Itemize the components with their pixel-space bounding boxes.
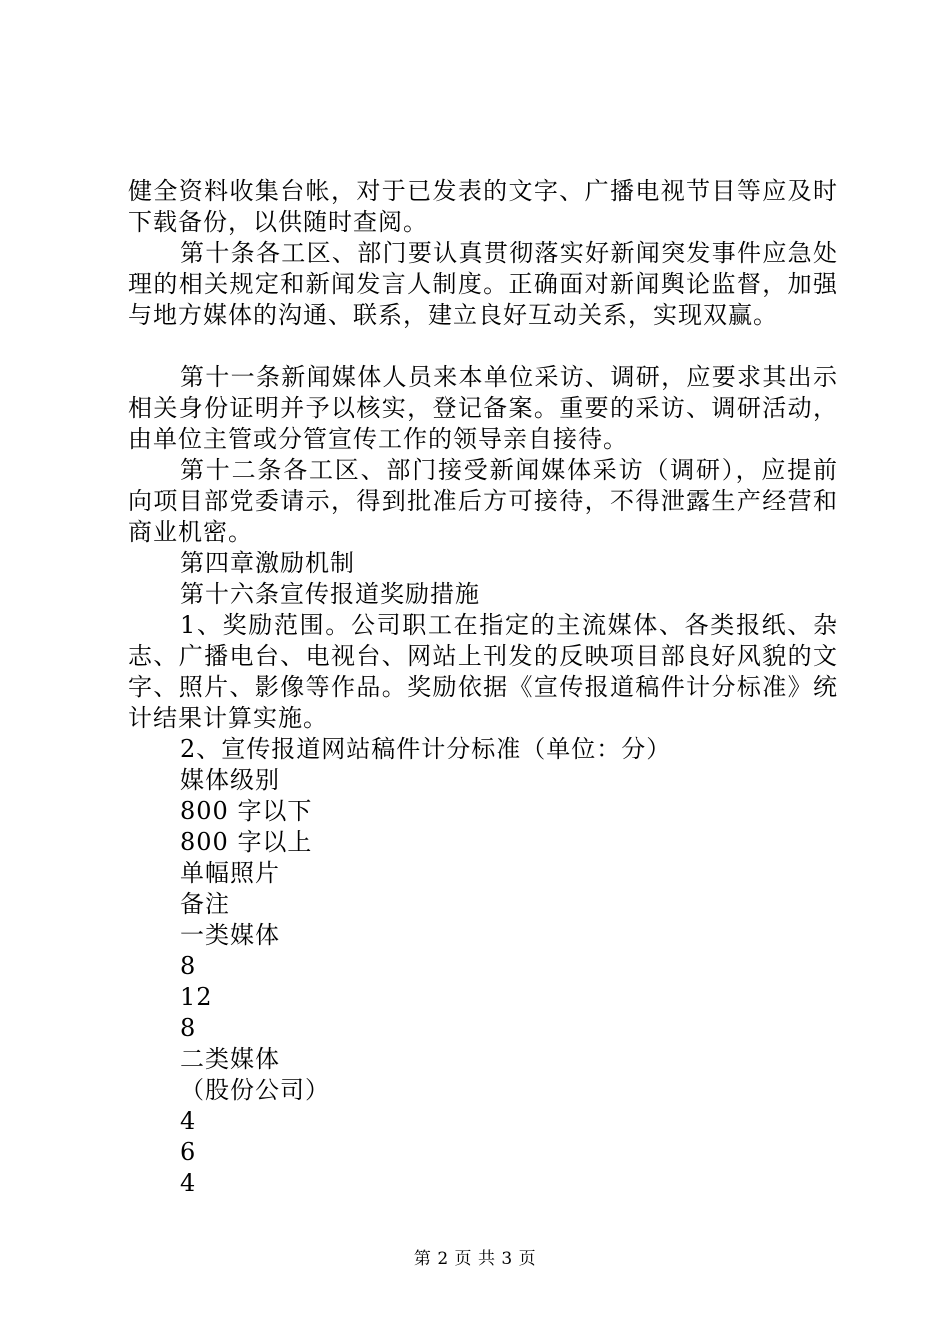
paragraph-continuation: 健全资料收集台帐，对于已发表的文字、广播电视节目等应及时下载备份，以供随时查阅。 [128,177,838,236]
document-body [128,176,838,1199]
paragraph-scoring-standard: 2、宣传报道网站稿件计分标准（单位：分） [180,735,672,763]
table-cell: 6 [180,1138,197,1166]
table-cell: 一类媒体 [180,921,280,949]
table-cell: 800 字以下 [180,797,313,825]
paragraph-article-11: 第十一条新闻媒体人员来本单位采访、调研，应要求其出示相关身份证明并予以核实，登记备案。重要的采访、调研活动，由单位主管或分管宣传工作的领导亲自接待。 [128,363,838,453]
page-footer: 第 2 页 共 3 页 [413,1249,537,1269]
table-cell: 备注 [180,890,230,918]
paragraph-gap [128,331,838,362]
table-cell: 8 [180,1014,197,1042]
table-cell: 8 [180,952,197,980]
table-cell: 4 [180,1107,197,1135]
table-cell: 4 [180,1169,197,1197]
table-cell: （股份公司） [180,1076,330,1104]
table-cell: 800 字以上 [180,828,313,856]
table-cell: 媒体级别 [180,766,280,794]
flattened-table [128,765,838,1199]
table-cell: 12 [180,983,213,1011]
table-cell: 单幅照片 [180,859,280,887]
paragraph-reward-scope: 1、奖励范围。公司职工在指定的主流媒体、各类报纸、杂志、广播电台、电视台、网站上刊发的反映项目部良好风貌的文字、照片、影像等作品。奖励依据《宣传报道稿件计分标准》统计结果计算实施。 [128,611,838,732]
paragraph-article-16: 第十六条宣传报道奖励措施 [180,580,480,608]
chapter-heading: 第四章激励机制 [180,549,355,577]
paragraph-article-10: 第十条各工区、部门要认真贯彻落实好新闻突发事件应急处理的相关规定和新闻发言人制度。正确面对新闻舆论监督，加强与地方媒体的沟通、联系，建立良好互动关系，实现双赢。 [128,239,838,329]
table-cell: 二类媒体 [180,1045,280,1073]
paragraph-article-12: 第十二条各工区、部门接受新闻媒体采访（调研），应提前向项目部党委请示，得到批准后方可接待，不得泄露生产经营和商业机密。 [128,456,838,546]
